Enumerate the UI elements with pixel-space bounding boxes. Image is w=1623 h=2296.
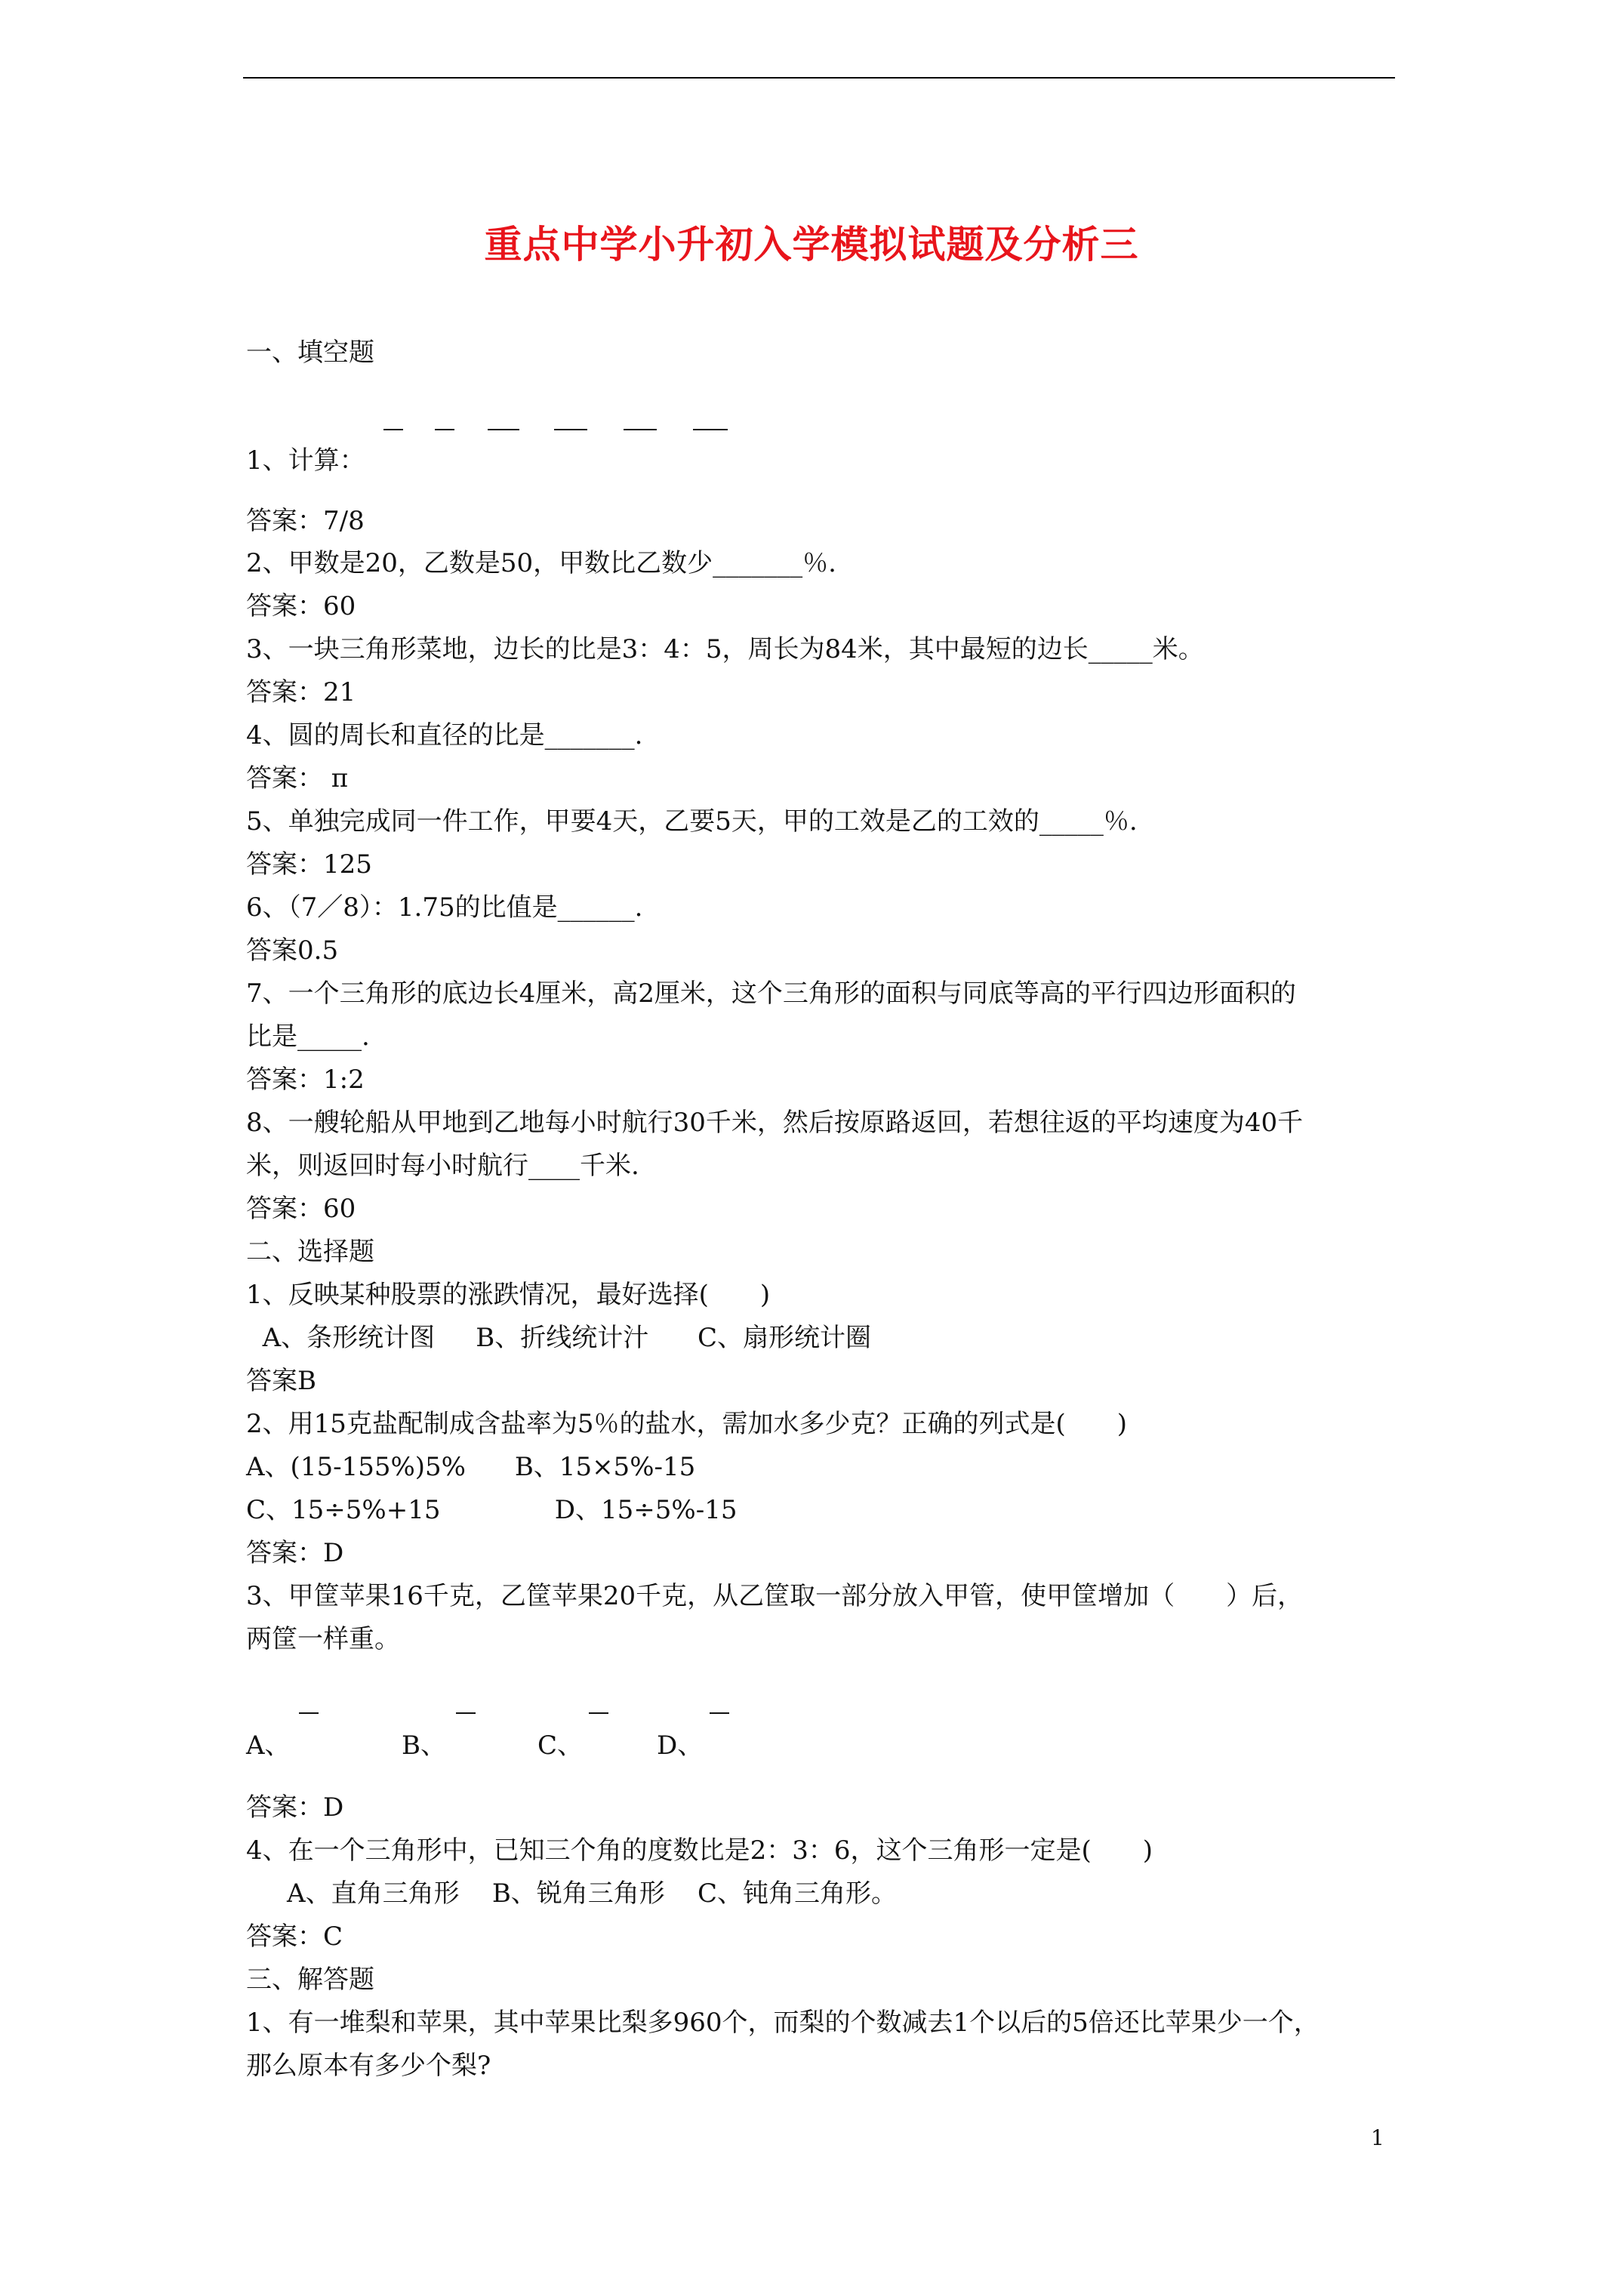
options-text: C、15÷5%+15 D、15÷5%-15 xyxy=(246,1495,738,1525)
question-text: 8、一艘轮船从甲地到乙地每小时航行30千米，然后按原路返回，若想往返的平均速度为40千 xyxy=(246,1108,1304,1138)
question-text: 5、单独完成同一件工作，甲要4天，乙要5天，甲的工效是乙的工效的_____％. xyxy=(246,806,1138,837)
answer-text: 答案0.5 xyxy=(246,935,339,966)
answer-text: 答案：125 xyxy=(246,849,372,880)
question-text: 1、有一堆梨和苹果，其中苹果比梨多960个，而梨的个数减去1个以后的5倍还比苹果少一个， xyxy=(246,2008,1320,2038)
fraction-bar xyxy=(693,429,728,430)
question-text: 2、甲数是20，乙数是50，甲数比乙数少_______％. xyxy=(246,548,836,578)
page-number: 1 xyxy=(1371,2125,1384,2150)
option-d: D、 xyxy=(657,1730,704,1761)
question-text: 比是_____. xyxy=(246,1022,370,1052)
question-text: 1、反映某种股票的涨跌情况，最好选择( ) xyxy=(246,1280,771,1310)
fraction-bar xyxy=(554,429,587,430)
option-b: B、 xyxy=(402,1730,446,1761)
page-title: 重点中学小升初入学模拟试题及分析三 xyxy=(484,222,1139,267)
question-text: 米，则返回时每小时航行____千米. xyxy=(246,1151,639,1181)
question-text: 两筐一样重。 xyxy=(246,1624,400,1654)
section-heading-fill-in: 一、填空题 xyxy=(246,337,374,368)
answer-text: 答案B xyxy=(246,1366,316,1396)
fraction-bar xyxy=(299,1712,319,1714)
fraction-bar xyxy=(589,1712,608,1714)
fraction-bar xyxy=(624,429,657,430)
answer-text: 答案：D xyxy=(246,1792,344,1823)
header-rule xyxy=(243,77,1395,79)
answer-text: 答案： π xyxy=(246,763,349,794)
fraction-bar xyxy=(456,1712,476,1714)
section-heading-multiple-choice: 二、选择题 xyxy=(246,1237,374,1267)
question-text: 7、一个三角形的底边长4厘米，高2厘米，这个三角形的面积与同底等高的平行四边形面积的 xyxy=(246,978,1296,1009)
question-text: 3、一块三角形菜地，边长的比是3：4：5，周长为84米，其中最短的边长_____米。 xyxy=(246,634,1204,664)
question-text: 4、圆的周长和直径的比是_______. xyxy=(246,720,643,750)
question-text: 6、（7／8）：1.75的比值是______. xyxy=(246,892,643,923)
answer-text: 答案：21 xyxy=(246,677,356,707)
options-text: A、(15-155%)5% B、15×5%-15 xyxy=(246,1452,696,1482)
fraction-bar xyxy=(383,429,403,430)
answer-text: 答案：1:2 xyxy=(246,1065,365,1095)
question-text: 2、用15克盐配制成含盐率为5％的盐水，需加水多少克？正确的列式是( ) xyxy=(246,1409,1128,1439)
options-text: A、条形统计图 B、折线统计汁 C、扇形统计圈 xyxy=(246,1323,872,1353)
answer-text: 答案：60 xyxy=(246,1194,356,1224)
options-text: A、直角三角形 B、锐角三角形 C、钝角三角形。 xyxy=(246,1878,898,1909)
answer-text: 答案：60 xyxy=(246,591,356,621)
answer-text: 答案：7/8 xyxy=(246,506,365,536)
answer-text: 答案：D xyxy=(246,1538,344,1568)
fraction-bar xyxy=(435,429,454,430)
option-a: A、 xyxy=(246,1730,291,1761)
question-text: 那么原本有多少个梨? xyxy=(246,2051,491,2081)
section-heading-problems: 三、解答题 xyxy=(246,1965,374,1995)
question-text: 1、计算： xyxy=(246,445,365,476)
fraction-bar xyxy=(488,429,519,430)
question-text: 3、甲筐苹果16千克，乙筐苹果20千克，从乙筐取一部分放入甲管，使甲筐增加（ ）后， xyxy=(246,1581,1304,1611)
answer-text: 答案：C xyxy=(246,1922,343,1952)
fraction-bar xyxy=(710,1712,729,1714)
question-text: 4、在一个三角形中，已知三个角的度数比是2：3：6，这个三角形一定是( ) xyxy=(246,1835,1153,1866)
option-c: C、 xyxy=(537,1730,584,1761)
